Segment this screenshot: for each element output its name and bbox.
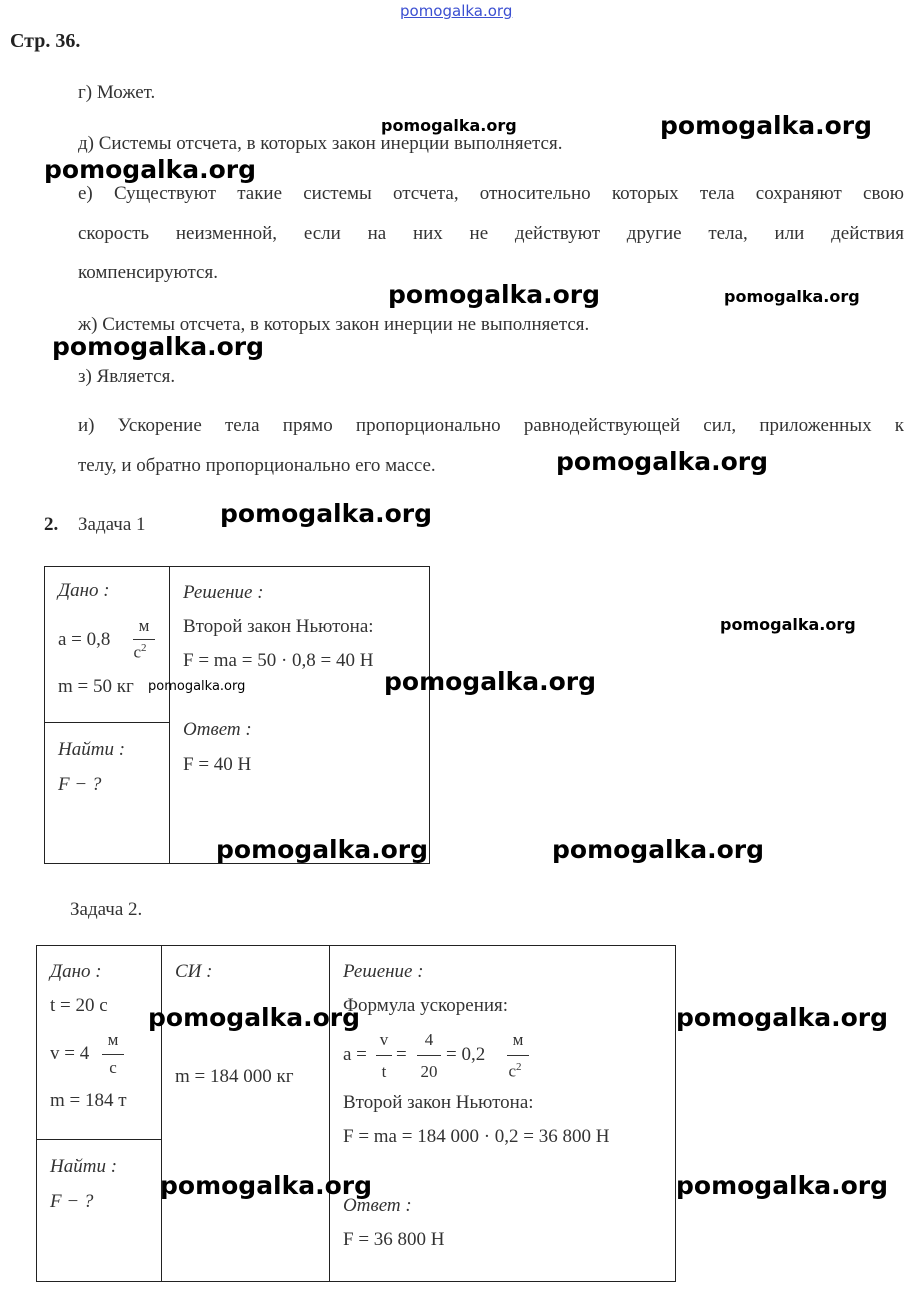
watermark-text: pomogalka.org [676, 1171, 889, 1200]
watermark-text: pomogalka.org [44, 155, 257, 184]
task2-answer-value: F = 36 800 Н [343, 1229, 445, 1250]
task1-given-a: a = 0,8 [58, 629, 111, 650]
task1-law: Второй закон Ньютона: [183, 616, 374, 637]
watermark-text: pomogalka.org [148, 679, 246, 694]
header-watermark-link[interactable]: pomogalka.org [400, 2, 513, 20]
task1-title: Задача 1 [78, 514, 146, 535]
task2-frac1-num: v [379, 1030, 389, 1049]
watermark-text: pomogalka.org [148, 1003, 361, 1032]
task1-given-m: m = 50 кг [58, 676, 134, 697]
answer-g: г) Может. [78, 82, 156, 103]
task2-given-t: t = 20 с [50, 995, 108, 1016]
task2-si-m: m = 184 000 кг [175, 1066, 294, 1087]
task2-frac1-den: t [381, 1062, 387, 1081]
watermark-text: pomogalka.org [388, 280, 601, 309]
task2-eq2: = 0,2 [446, 1044, 486, 1065]
task2-a-prefix: a = [343, 1044, 367, 1065]
task1-a-unit-num: м [138, 616, 150, 635]
task2-divider-1 [161, 945, 162, 1282]
watermark-text: pomogalka.org [552, 835, 765, 864]
task1-a-unit-bar [133, 639, 155, 640]
task1-formula: F = ma = 50 · 0,8 = 40 Н [183, 650, 374, 671]
task1-given-label: Дано : [58, 580, 110, 601]
task2-frac2-num: 4 [424, 1030, 434, 1049]
task2-accel-label: Формула ускорения: [343, 995, 509, 1016]
task1-divider-vertical [169, 566, 170, 864]
task2-solution-label: Решение : [343, 961, 424, 982]
task2-a-unit-bar [507, 1055, 529, 1056]
task1-number: 2. [44, 514, 59, 535]
task2-frac2-bar [417, 1055, 441, 1056]
task2-divider-horizontal [36, 1139, 161, 1140]
watermark-text: pomogalka.org [724, 287, 860, 306]
answer-d: д) Системы отсчета, в которых закон инерции выполняется. [78, 133, 563, 154]
task2-v-unit-den: с [109, 1058, 117, 1077]
task2-frac2-den: 20 [420, 1062, 438, 1081]
answer-i-line1: и) Ускорение тела прямо пропорционально равнодействующей сил, приложенных к [78, 415, 904, 436]
task2-find-value: F − ? [50, 1191, 94, 1212]
task1-answer-value: F = 40 Н [183, 754, 252, 775]
task2-law: Второй закон Ньютона: [343, 1092, 534, 1113]
task2-given-v: v = 4 [50, 1043, 90, 1064]
task2-answer-label: Ответ : [343, 1195, 412, 1216]
answer-i-line2: телу, и обратно пропорционально его массе. [78, 455, 436, 476]
task2-divider-2 [329, 945, 330, 1282]
answer-e-line2: скорость неизменной, если на них не действуют другие тела, или действия [78, 223, 904, 244]
watermark-text: pomogalka.org [556, 447, 769, 476]
watermark-text: pomogalka.org [220, 499, 433, 528]
answer-e-line1: е) Существуют такие системы отсчета, относительно которых тела сохраняют свою [78, 183, 904, 204]
task2-formula: F = ma = 184 000 · 0,2 = 36 800 Н [343, 1126, 610, 1147]
task2-frac1-bar [376, 1055, 392, 1056]
task1-table [44, 566, 430, 864]
task2-v-unit-bar [102, 1054, 124, 1055]
task2-a-unit-den: $с^2$ [508, 1061, 522, 1081]
task2-find-label: Найти : [50, 1156, 118, 1177]
task1-divider-horizontal [44, 722, 169, 723]
task2-given-m: m = 184 т [50, 1090, 127, 1111]
task1-solution-label: Решение : [183, 582, 264, 603]
answer-zh: ж) Системы отсчета, в которых закон инерции не выполняется. [78, 314, 590, 335]
watermark-text: pomogalka.org [676, 1003, 889, 1032]
task1-find-value: F − ? [58, 774, 102, 795]
task2-v-unit-num: м [107, 1030, 119, 1049]
task2-title: Задача 2. [70, 899, 143, 920]
task1-find-label: Найти : [58, 739, 126, 760]
answer-z: з) Является. [78, 366, 176, 387]
task2-si-label: СИ : [175, 961, 213, 982]
task2-given-label: Дано : [50, 961, 102, 982]
watermark-text: pomogalka.org [216, 835, 429, 864]
watermark-text: pomogalka.org [160, 1171, 373, 1200]
watermark-text: pomogalka.org [720, 615, 856, 634]
watermark-text: pomogalka.org [384, 667, 597, 696]
page-title: Стр. 36. [10, 30, 81, 52]
answer-e-line3: компенсируются. [78, 262, 218, 283]
watermark-text: pomogalka.org [52, 332, 265, 361]
watermark-text: pomogalka.org [660, 111, 873, 140]
watermark-text: pomogalka.org [381, 116, 517, 135]
task2-eq1: = [396, 1044, 407, 1065]
task1-answer-label: Ответ : [183, 719, 252, 740]
task1-a-unit-den: $с^2$ [133, 642, 147, 662]
task2-a-unit-num: м [512, 1030, 524, 1049]
